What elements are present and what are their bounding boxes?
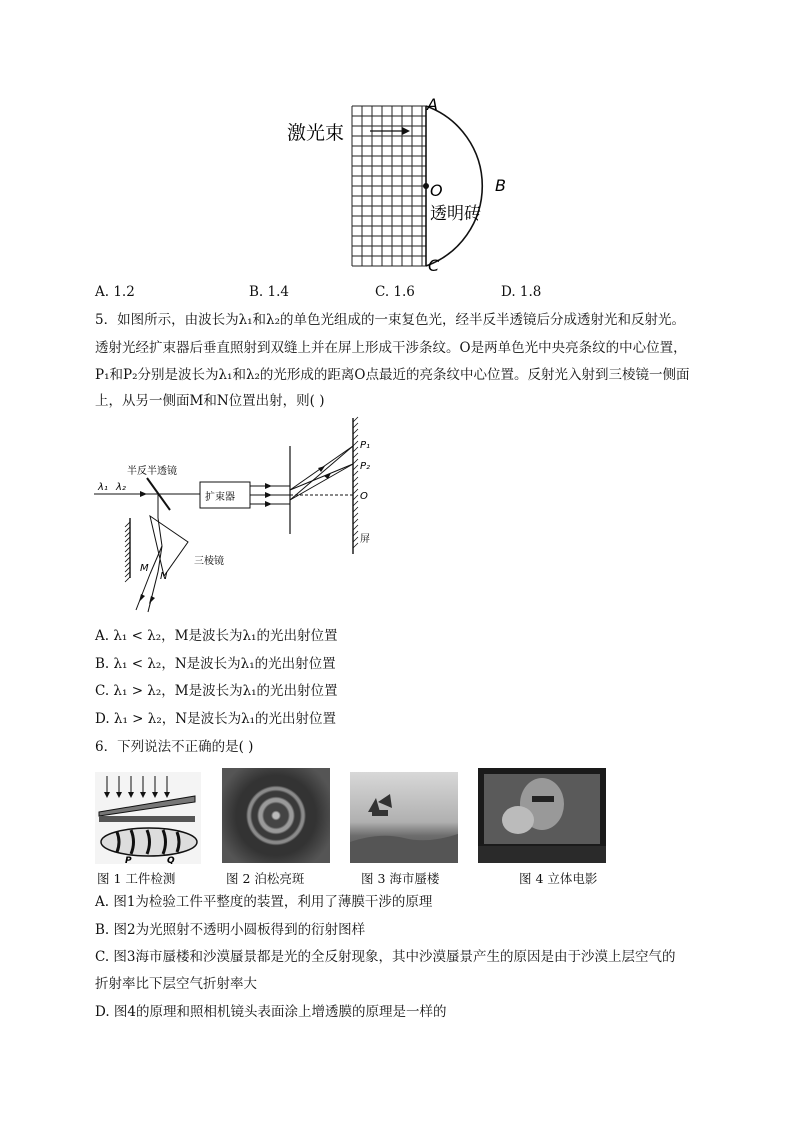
label-beam: 激光束 bbox=[287, 122, 345, 144]
q6-stem: 6．下列说法不正确的是( ) bbox=[95, 739, 254, 755]
q4-figure bbox=[280, 96, 520, 276]
fig4-3d-movie bbox=[478, 768, 606, 863]
q5-figure bbox=[92, 416, 392, 616]
prism bbox=[150, 516, 188, 576]
label-half-mirror: 半反半透镜 bbox=[127, 466, 177, 477]
fig1-label-p: P bbox=[125, 856, 132, 864]
q4-option-d: D. 1.8 bbox=[501, 284, 542, 300]
q5-stem-line3: P₁和P₂分别是波长为λ₁和λ₂的光形成的距离O点最近的亮条纹中心位置。反射光入射到三棱镜一侧面 bbox=[95, 367, 690, 383]
q5-stem-line4: 上，从另一侧面M和N位置出射，则( ) bbox=[95, 393, 325, 409]
q5-option-c: C. λ₁ > λ₂，M是波长为λ₁的光出射位置 bbox=[95, 683, 338, 699]
q4-option-c: C. 1.6 bbox=[375, 284, 415, 300]
fig1-caption: 图 1 工件检测 bbox=[97, 871, 176, 886]
q6-option-d: D. 图4的原理和照相机镜头表面涂上增透膜的原理是一样的 bbox=[95, 1004, 447, 1020]
q4-option-a: A. 1.2 bbox=[95, 284, 135, 300]
label-p2: P₂ bbox=[360, 461, 371, 472]
fig2-caption: 图 2 泊松亮斑 bbox=[226, 871, 305, 886]
fig1-workpiece-test bbox=[95, 772, 201, 864]
point-o-dot bbox=[423, 183, 429, 189]
q6-option-c-cont: 折射率比下层空气折射率大 bbox=[95, 976, 257, 992]
q5-stem-line1: 5．如图所示，由波长为λ₁和λ₂的单色光组成的一束复色光，经半反半透镜后分成透射光和反射光。 bbox=[95, 312, 686, 328]
label-lambda1: λ₁ bbox=[98, 482, 108, 493]
label-prism: 三棱镜 bbox=[194, 556, 224, 567]
label-m: M bbox=[140, 563, 149, 574]
q6-option-c: C. 图3海市蜃楼和沙漠蜃景都是光的全反射现象，其中沙漠蜃景产生的原因是由于沙漠上层空气的 bbox=[95, 949, 676, 965]
label-screen: 屏 bbox=[360, 534, 370, 545]
label-p1: P₁ bbox=[360, 440, 371, 451]
q4-option-b: B. 1.4 bbox=[249, 284, 289, 300]
q6-option-a: A. 图1为检验工件平整度的装置，利用了薄膜干涉的原理 bbox=[95, 894, 433, 910]
q5-option-a: A. λ₁ < λ₂，M是波长为λ₁的光出射位置 bbox=[95, 628, 338, 644]
label-expander: 扩束器 bbox=[205, 492, 235, 503]
q5-stem-line2: 透射光经扩束器后垂直照射到双缝上并在屏上形成干涉条纹。O是两单色光中央亮条纹的中心位置， bbox=[95, 340, 687, 356]
label-n: N bbox=[160, 571, 168, 582]
fig2-poisson-spot bbox=[222, 768, 330, 863]
q5-option-d: D. λ₁ > λ₂，N是波长为λ₁的光出射位置 bbox=[95, 711, 337, 727]
label-o: O bbox=[430, 181, 443, 200]
q6-option-b: B. 图2为光照射不透明小圆板得到的衍射图样 bbox=[95, 922, 366, 938]
label-brick: 透明砖 bbox=[430, 204, 481, 224]
fig3-mirage bbox=[350, 772, 458, 863]
label-a: A bbox=[427, 96, 438, 114]
q5-option-b: B. λ₁ < λ₂，N是波长为λ₁的光出射位置 bbox=[95, 656, 336, 672]
beam-arrow-icon bbox=[402, 127, 410, 135]
fig4-caption: 图 4 立体电影 bbox=[519, 871, 598, 886]
label-o: O bbox=[360, 491, 368, 502]
label-c: C bbox=[428, 256, 440, 275]
label-b: B bbox=[495, 176, 506, 195]
label-lambda2: λ₂ bbox=[116, 482, 126, 493]
fig1-label-q: Q bbox=[167, 856, 175, 864]
fig3-caption: 图 3 海市蜃楼 bbox=[361, 871, 440, 886]
